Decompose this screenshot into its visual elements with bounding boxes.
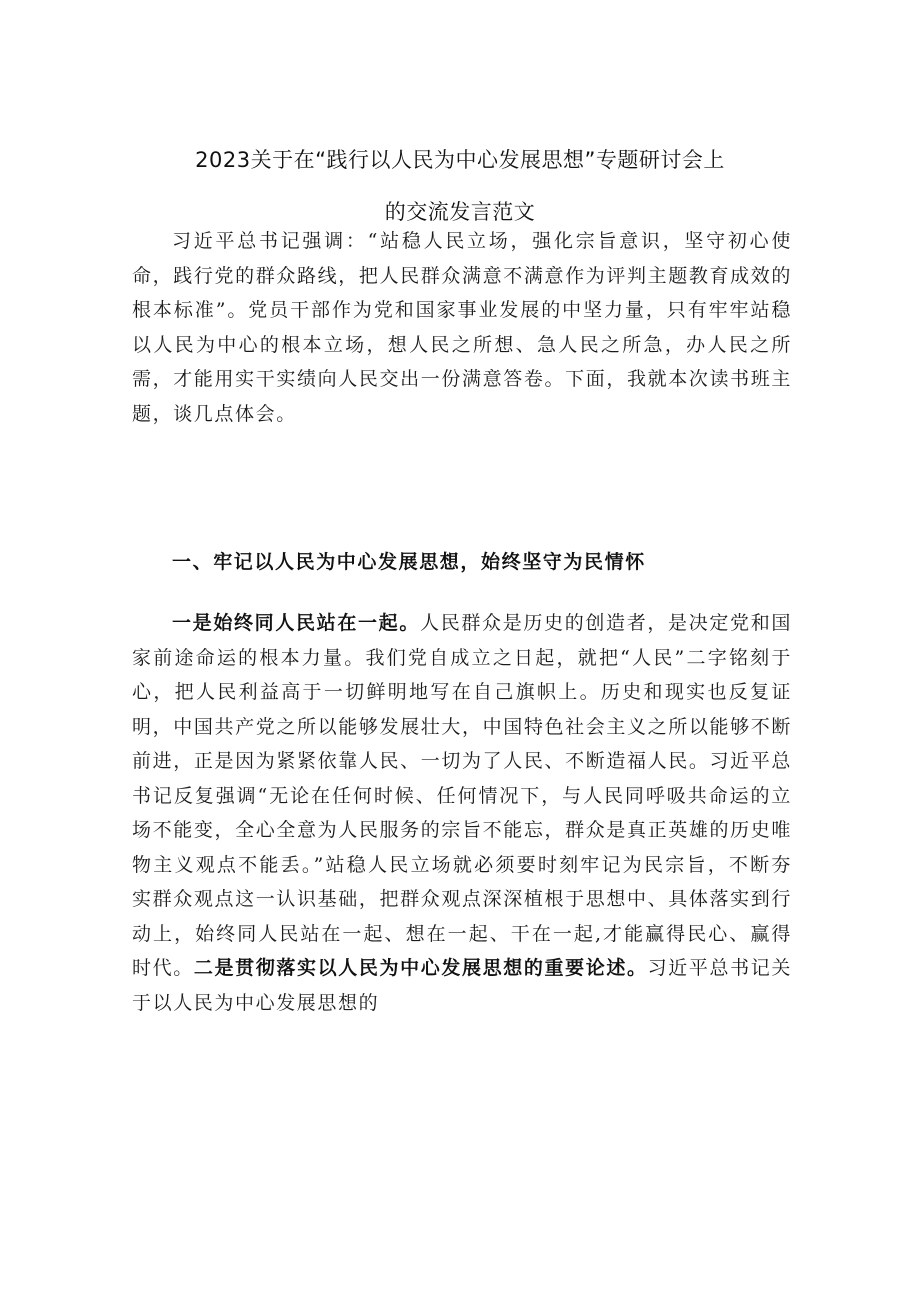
- intro-paragraph: 习近平总书记强调：“站稳人民立场，强化宗旨意识，坚守初心使命，践行党的群众路线，把人民群众满意不满意作为评判主题教育成效的根本标准”。党员干部作为党和国家事业发展的中坚力量，只有牢牢站稳以人民为中心的根本立场，想人民之所想、急人民之所急，办人民之所需，才能用实干实绩向人民交出一份满意答卷。下面，我就本次读书班主题，谈几点体会。: [132, 230, 792, 425]
- body-paragraph-1: [132, 606, 792, 1020]
- document-title-line-1: 2023关于在“践行以人民为中心发展思想”专题研讨会上: [195, 148, 725, 172]
- point-2-text: 习近平总书记关于以人民为中心发展思想的: [132, 957, 793, 1014]
- point-1-bold-lead: 一是始终同人民站在一起。: [172, 612, 421, 634]
- point-1-text: 人民群众是历史的创造者，是决定党和国家前途命运的根本力量。我们党自成立之日起，就把“人民”二字铭刻于心，把人民利益高于一切鲜明地写在自己旗帜上。历史和现实也反复证明，中国共产党之所以能够发展壮大，中国特色社会主义之所以能够不断前进，正是因为紧紧依靠人民、一切为了人民、不断造福人民。习近平总书记反复强调“无论在任何时候、任何情况下，与人民同呼吸共命运的立场不能变，全心全意为人民服务的宗旨不能忘，群众是真正英雄的历史唯物主义观点不能丢。”站稳人民立场就必须要时刻牢记为民宗旨，不断夯实群众观点这一认识基础，把群众观点深深植根于思想中、具体落实到行动上，始终同人民站在一起、想在一起、干在一起,才能赢得民心、赢得时代。: [132, 612, 792, 979]
- section-heading-1: 一、牢记以人民为中心发展思想，始终坚守为民情怀: [172, 551, 646, 573]
- point-2-bold-lead: 二是贯彻落实以人民为中心发展思想的重要论述。: [193, 957, 648, 979]
- document-title-line-2: 的交流发言范文: [384, 200, 536, 224]
